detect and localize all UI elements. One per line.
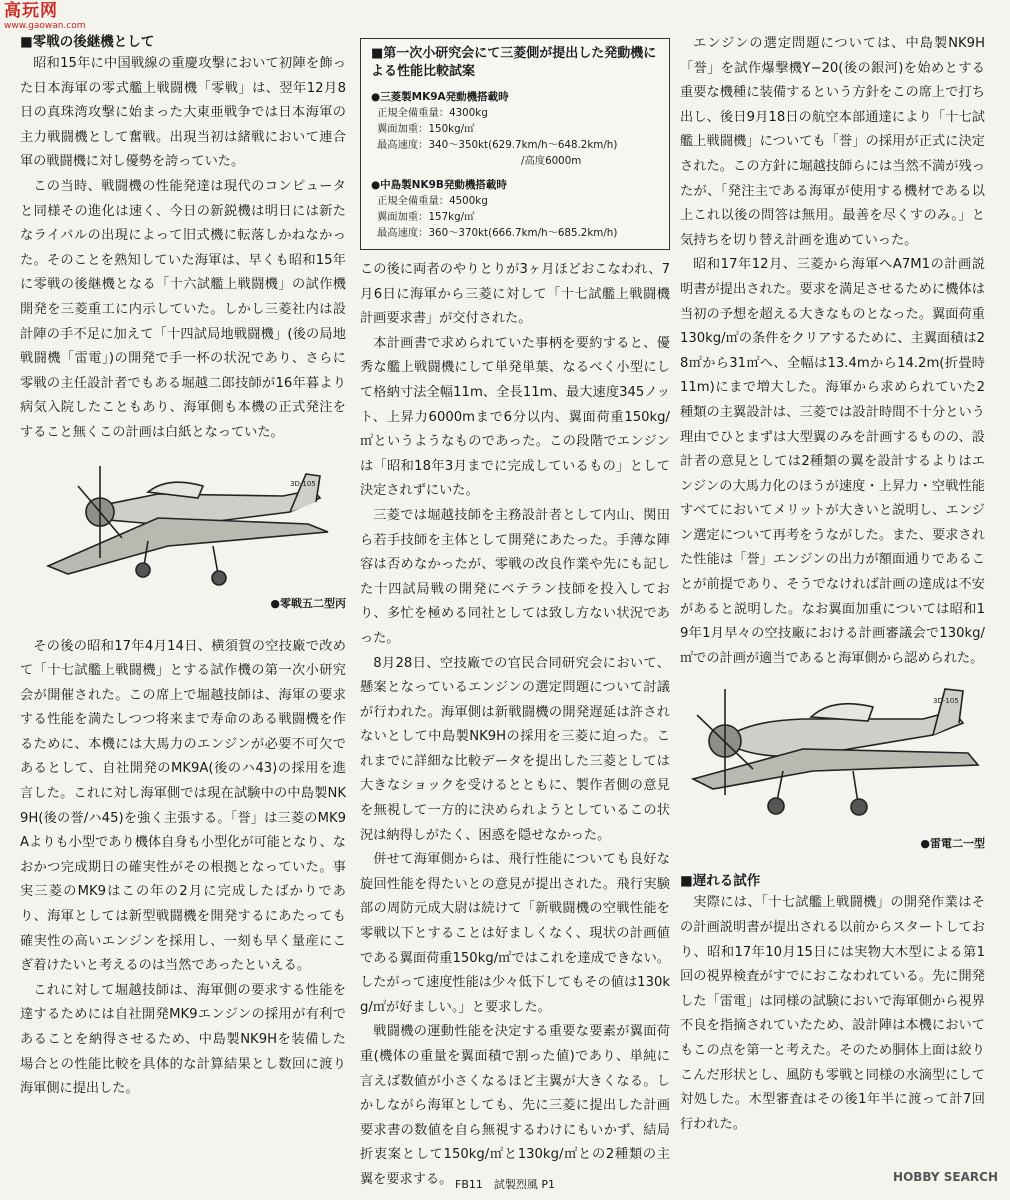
spec-row: 最高速度：340〜350kt(629.7km/h〜648.2km/h): [377, 139, 618, 151]
site-watermark: [4, 2, 94, 36]
watermark-url: www.gaowan.com: [4, 21, 86, 31]
paragraph: この後に両者のやりとりが3ヶ月ほどおこなわれ、7月6日に海軍から三菱に対して「十七試艦上戦闘機計画要求書」が交付された。: [360, 262, 670, 327]
paragraph: これに対して堀越技師は、海軍側の要求する性能を達するためには自社開発MK9エンジンの採用が有利であることを納得させるため、中島製NK9Hを装備した場合との性能比較を具体的な計算結果とし数回に渡り海軍側に提出した。: [20, 982, 346, 1097]
raiden-illustration: [683, 671, 983, 836]
zero-fighter-illustration: [28, 446, 338, 596]
spec-nk9b-heading: ●中島製NK9B発動機搭載時: [371, 179, 507, 191]
section-heading-successor: ■零戦の後継機として: [20, 34, 155, 50]
column-1: [20, 32, 346, 1102]
spec-row: 翼面加重：150kg/㎡: [377, 123, 475, 135]
spec-row: 正規全備重量：4300kg: [377, 107, 488, 119]
column-3: [680, 32, 985, 1137]
paragraph: 三菱では堀越技師を主務設計者として内山、関田ら若手技師を主体として開発にあたった。手薄な陣容は否めなかったが、零戦の改良作業や先にも記した十四試局戦の開発にベテラン技師を投入しており、多忙を極める同社としては致し方ない状況であった。: [360, 507, 670, 646]
paragraph: エンジンの選定問題については、中島製NK9H「誉」を試作爆撃機Y−20(後の銀河)を始めとする重要な機種に装備するという方針をこの席上で打ち出し、後日9月18日の航空本部通達により「十七試艦上戦闘機」についても「誉」の採用が正式に決定された。この方針に堀越技師らには当然不満が残ったが、「発注主である海軍が使用する機材である以上これ以後の問答は無用。最善を尽くすのみ。」と気持ちを切り替え計画を進めていった。: [680, 36, 985, 248]
section-heading-delay: ■遅れる試作: [680, 873, 761, 890]
watermark-brand: 高玩网: [4, 1, 58, 21]
spec-row: /高度6000m: [521, 155, 582, 167]
hobby-search-watermark: HOBBY SEARCH: [893, 1170, 998, 1184]
caption-zero: ●零戦五二型丙: [270, 596, 346, 610]
paragraph: 昭和17年12月、三菱から海軍へA7M1の計画説明書が提出された。要求を満足させるために機体は当初の予想を超える大きなものとなった。翼面荷重130kg/㎡の条件をクリアするために、主翼面積は28㎡から31㎡へ、全幅は13.4mから14.2m(折畳時11m)にまで増大した。海軍から求められていた2種類の主翼設計は、三菱では設計時間不十分という理由でひとまずは大型翼のみを計画するものの、設計者の意見としては2種類の翼を設計するよりはエンジンの大馬力化のほうが速度・上昇力・空戦性能すべてにおいてメリットが大きいと説明し、エンジン選定について再考をうながした。また、要求された性能は「誉」エンジンの出力が額面通りであることが前提であり、そうでなければ計画の達成は不安があると説明した。なお翼面加重については昭和19年1月早々の空技廠における計画審議会で130kg/㎡での計画が適当であると海軍側から認められた。: [680, 257, 985, 666]
paragraph: その後の昭和17年4月14日、横須賀の空技廠で改めて「十七試艦上戦闘機」とする試作機の第一次小研究会が開催された。この席上で堀越技師は、海軍の要求する性能を満たしつつ将来まで寿命のある戦闘機を作るために、本機には大馬力のエンジンが必要不可欠であるとして、自社開発のMK9A(後のハ43)の採用を進言した。これに対し海軍側では現在試験中の中島製NK9H(後の誉/ハ45)を強く主張する。「誉」は三菱のMK9Aよりも小型であり機体自身も小型化が可能となり、なおかつ完成期日の確実性がその根拠となっていた。事実三菱のMK9はこの年の2月に完成したばかりであり、海軍としては新型戦闘機を開発するにあたっても確実性の高いエンジンを採用し、一刻も早く量産にこぎ着けたいと考えるのは当然であったといえる。: [20, 638, 346, 974]
paragraph: 実際には、「十七試艦上戦闘機」の開発作業はその計画説明書が提出される以前からスタートしており、昭和17年10月15日には実物大木型による第1回の視界検査がすでにおこなわれている。先に開発した「雷電」は同様の試験においで海軍側から視界不良を指摘されていたため、設計陣は本機においてもこの点を第一と考えた。そのため胴体上面は絞りこんだ形状とし、風防も零戦と同様の水滴型にして対処した。木型審査はその後1年半に渡って計7回行われた。: [680, 895, 985, 1132]
paragraph: 併せて海軍側からは、飛行性能についても良好な旋回性能を得たいとの意見が提出された。飛行実験部の周防元成大尉は続けて「新戦闘機の空戦性能を零戦以下とすることは好ましくなく、現状の計画値である翼面荷重150kg/㎡ではこれを達成できない。したがって速度性能は少々低下してもその値は130kg/㎡が好ましい。」と要求した。: [360, 852, 670, 1015]
paragraph: 昭和15年に中国戦線の重慶攻撃において初陣を飾った日本海軍の零式艦上戦闘機「零戦」は、翌年12月8日の真珠湾攻撃に始まった大東亜戦争では日本海軍の主力戦闘機として奮戦。出現当初は緒戦において連合軍の戦闘機に対し優勢を誇っていた。: [20, 56, 346, 170]
paragraph: 戦闘機の運動性能を決定する重要な要素が翼面荷重(機体の重量を翼面積で割った値)であり、単純に言えば数値が小さくなるほど主翼が大きくなる。しかしながら海軍としても、先に三菱に提出した計画要求書の数値を自ら無視するわけにもいかず、結局折衷案として150kg/㎡と130kg/㎡との2種類の主翼を要求する。: [360, 1024, 670, 1187]
plane-marking: 3D-105: [290, 479, 316, 488]
plane-marking: 3D-105: [932, 697, 959, 706]
spec-row: 翼面加重：157kg/㎡: [377, 211, 475, 223]
page-footer: FB11 試製烈風 P1: [455, 1178, 555, 1191]
engine-comparison-box: [360, 38, 670, 250]
spec-row: 最高速度：360〜370kt(666.7km/h〜685.2km/h): [377, 227, 618, 239]
spec-box-title: ■第一次小研究会にて三菱側が提出した発動機による性能比較試案: [371, 46, 657, 79]
paragraph: 本計画書で求められていた事柄を要約すると、優秀な艦上戦闘機にして単発単葉、なるべく小型にして格納寸法全幅11m、全長11m、最大速度345ノット、上昇力6000mまで6分以内、翼面荷重150kg/㎡というようなものであった。この段階でエンジンは「昭和18年3月までに完成しているもの」として決定されずにいた。: [360, 335, 670, 499]
paragraph: 8月28日、空技廠での官民合同研究会において、懸案となっているエンジンの選定問題について討議が行われた。海軍側は新戦闘機の開発遅延は許されないとして中島製NK9Hの採用を三菱に迫った。これまでに詳細な比較データを提出した三菱としては大きなショックを受けるとともに、製作者側の意見を無視して一方的に決められようとしているこの状況は納得しがたく、困惑を隠せなかった。: [360, 655, 670, 843]
spec-row: 正規全備重量：4500kg: [377, 195, 488, 207]
caption-raiden: ●雷電二一型: [920, 837, 985, 851]
spec-mk9a-heading: ●三菱製MK9A発動機搭載時: [371, 91, 509, 103]
column-2: [360, 32, 670, 1193]
paragraph: この当時、戦闘機の性能発達は現代のコンピュータと同様その進化は速く、今日の新鋭機は明日には新たなライバルの出現によって旧式機に転落しかねなかった。そのことを熟知していた海軍は、早くも昭和15年に零戦の後継機となる「十六試艦上戦闘機」の試作機開発を三菱重工に内示していた。しかし三菱社内は設計陣の手不足に加えて「十四試局地戦闘機」(後の局地戦闘機「雷電」)の開発で手一杯の状況であり、さらに零戦の主任設計者でもある堀越二郎技師が16年暮より病気入院したこともあり、海軍側も本機の正式発注をすること無くこの計画は白紙となっていた。: [20, 178, 346, 440]
